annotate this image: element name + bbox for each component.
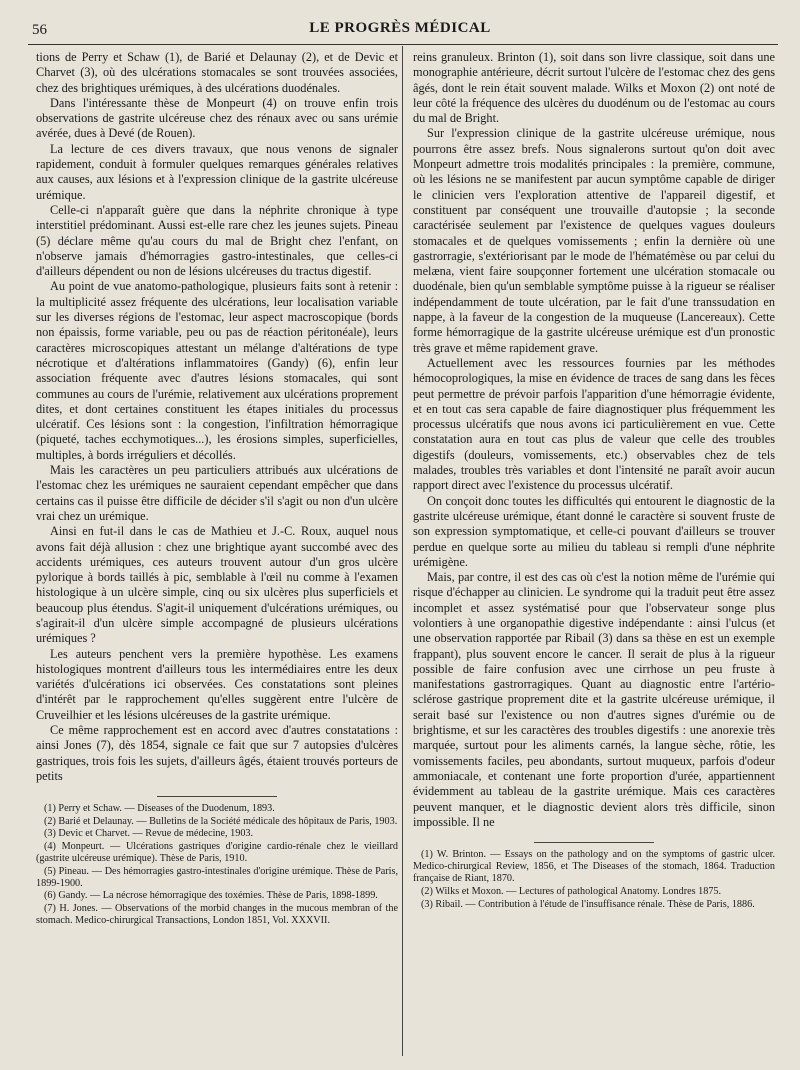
footnote-rule bbox=[157, 796, 277, 797]
footnote-rule bbox=[534, 842, 654, 843]
paragraph: Ainsi en fut-il dans le cas de Mathieu et J.-C. Roux, auquel nous avons fait déjà allusion : chez une brightique ayant succombé avec des accidents urémiques, ces auteurs trouvent autour d'un gros ulcère pylorique à bords taillés à pic, semblable à l'œil nu comme à l'examen histologique à un ulcère simple, cinq ou six ulcères plus superficiels et beaucoup plus étendus. S'agit-il uniquement d'ulcérations urémiques, ou s'agirait-il d'un ulcère simple accompagné de plusieurs ulcérations urémiques ? bbox=[36, 524, 398, 646]
footnotes-left bbox=[36, 803, 398, 927]
footnote: (1) W. Brinton. — Essays on the pathology and on the symptoms of gastric ulcer. Medico-chirurgical Review, 1856, et The Diseases of the stomach, 1864. Traduction française de Riant, 1870. bbox=[413, 849, 775, 885]
paragraph: Celle-ci n'apparaît guère que dans la néphrite chronique à type interstitiel prédominant. Aussi est-elle rare chez les jeunes sujets. Pineau (5) déclare même qu'au cours du mal de Bright chez l'enfant, on n'observe jamais d'hémorragies gastro-intestinales, que celles-ci d'ailleurs dépendent ou non de lésions ulcéreuses du tractus digestif. bbox=[36, 202, 398, 279]
paragraph: Au point de vue anatomo-pathologique, plusieurs faits sont à retenir : la multiplicité assez fréquente des ulcérations, leur localisation variable sur les diverses régions de l'estomac, leur aspect macroscopique (bords non épaissis, forme variable, peu ou pas de réaction péritonéale), leurs caractères microscopiques attestant un mélange d'altérations de type nécrotique et d'altérations inflammatoires (Gandy) (6), enfin leur association fréquente avec d'autres lésions stomacales, qui sont communes au cours de l'urémie, relativement aux ulcérations proprement dites, et dont certaines constituent les étapes initiales du processus ulcératif. Ces lésions sont : la congestion, l'infiltration hémorragique (piqueté, taches ecchymotiques...), les érosions simples, superficielles, multiples, à bords irréguliers et décollés. bbox=[36, 279, 398, 462]
paragraph: Ce même rapprochement est en accord avec d'autres constatations : ainsi Jones (7), dès 1854, signale ce fait que sur 7 autopsies d'ulcères gastriques, trois fois les sujets, d'ailleurs âgés, étaient trouvés porteurs de petits bbox=[36, 723, 398, 783]
footnote: (1) Perry et Schaw. — Diseases of the Duodenum, 1893. bbox=[44, 803, 275, 815]
footnote: (5) Pineau. — Des hémorragies gastro-intestinales d'origine urémique. Thèse de Paris, 1899-1900. bbox=[36, 865, 398, 889]
paragraph: On conçoit donc toutes les difficultés qui entourent le diagnostic de la gastrite ulcéreuse urémique, étant donné le caractère si souvent fruste de son expression symptomatique, et celle-ci pouvant d'ailleurs se trouver perdue en quelque sorte au milieu du tableau si rempli d'une néphrite urémigène. bbox=[413, 493, 775, 569]
paragraph: Mais, par contre, il est des cas où c'est la notion même de l'urémie qui risque d'échapper au clinicien. Le syndrome qui la traduit peut être assez incomplet et assez systématisé pour que l'observateur songe plus volontiers à une organopathie digestive indépendante : ainsi l'ulcus (et une observation rapportée par Ribail (3) dans sa thèse en est un exemple frappant), plus souvent encore le cancer. Il serait de plus à la rigueur possible de faire confusion avec une cirrhose un peu fruste à manifestations gastrorragiques. Quant au diagnostic entre l'artério-sclérose gastrique proprement dite et la gastrite ulcéreuse urémique, il serait basé sur l'existence ou non d'autres signes d'urémie ou de brightisme, et sur les caractères des troubles digestifs : une anorexie très marquée, surtout pour les aliments carnés, la langue sèche, rôtie, les vomissements faciles, peu abondants, surtout muqueux, parfois d'odeur ammoniacale, et contenant une forte proportion d'urée, appartiennent évidemment au tableau de la gastrite urémique. Mais ces caractères peuvent manquer, et le diagnostic devient alors très difficile, sinon impossible. Il ne bbox=[413, 570, 775, 829]
footnote: (3) Devic et Charvet. — Revue de médecine, 1903. bbox=[44, 828, 254, 840]
paragraph: Les auteurs penchent vers la première hypothèse. Les examens histologiques montrent d'ailleurs tous les intermédiaires entre les deux variétés d'ulcérations ici observées. Ces constatations sont pleines d'intérêt par le rapprochement qu'elles suggèrent entre l'ulcère de Cruveilhier et les lésions ulcéreuses de la gastrite urémique. bbox=[36, 646, 398, 722]
footnotes-right bbox=[413, 849, 775, 910]
column-divider bbox=[402, 46, 403, 1056]
journal-title: LE PROGRÈS MÉDICAL bbox=[309, 20, 491, 36]
footnote: (3) Ribail. — Contribution à l'étude de l'insuffisance rénale. Thèse de Paris, 1886. bbox=[421, 898, 755, 910]
paragraph: La lecture de ces divers travaux, que nous venons de signaler rapidement, conduit à formuler quelques remarques générales relatives aux causes, aux lésions et à l'expression clinique de la gastrite ulcéreuse urémique. bbox=[36, 141, 398, 202]
paragraph: Mais les caractères un peu particuliers attribués aux ulcérations de l'estomac chez les urémiques ne sauraient cependant empêcher que dans certains cas il puisse être difficile de décider s'il s'agit ou non d'un ulcère vrai chez un urémique. bbox=[36, 463, 398, 523]
left-column bbox=[36, 50, 398, 928]
paragraph: reins granuleux. Brinton (1), soit dans son livre classique, soit dans une monographie antérieure, décrit surtout l'ulcère de l'estomac chez des gens âgés, dont le rein était souvent malade. Wilks et Moxon (2) ont noté de leur côté la fréquence des ulcères du duodénum ou de l'estomac au cours du mal de Bright. bbox=[413, 50, 775, 126]
page-header bbox=[28, 18, 772, 40]
footnote: (7) H. Jones. — Observations of the morbid changes in the mucous membran of the stomach. Medico-chirurgical Transactions, London 1851, Vol. XXXVII. bbox=[36, 903, 398, 927]
footnote: (6) Gandy. — La nécrose hémorragique des toxémies. Thèse de Paris, 1898-1899. bbox=[44, 890, 378, 902]
footnote: (2) Wilks et Moxon. — Lectures of pathological Anatomy. Londres 1875. bbox=[421, 885, 722, 897]
page-number: 56 bbox=[32, 22, 47, 38]
paragraph: tions de Perry et Schaw (1), de Barié et Delaunay (2), et de Devic et Charvet (3), où des ulcérations stomacales se sont trouvées associées, chez des brightiques urémiques, à des ulcérations duodénales. bbox=[36, 50, 398, 95]
header-rule bbox=[28, 44, 778, 45]
paragraph: Actuellement avec les ressources fournies par les méthodes hémocoprologiques, la mise en évidence de traces de sang dans les fèces peut permettre de prévoir parfois l'apparition d'une hémorragie évidente, et en tout cas sera capable de faire diagnostiquer plus fréquemment les processus ulcératifs que nous avons ici particulièrement en vue. Cette constatation aura en tout cas plus de valeur que celle des troubles digestifs (douleurs, vomissements, etc.) observables chez de tels malades, troubles très variables et dont l'intensité ne paraît avoir aucun rapport direct avec l'existence du processus ulcératif. bbox=[413, 355, 775, 493]
footnote: (4) Monpeurt. — Ulcérations gastriques d'origine cardio-rénale chez le vieillard (gastrite ulcéreuse urémique). Thèse de Paris, 1910. bbox=[36, 841, 398, 865]
paragraph: Sur l'expression clinique de la gastrite ulcéreuse urémique, nous pourrons être assez brefs. Nous signalerons surtout qu'on doit avec Monpeurt admettre trois modalités principales : la première, commune, où les lésions ne se manifestent par aucun symptôme capable de diriger le clinicien vers l'exploration attentive de l'appareil digestif, et constituent par conséquent une trouvaille d'autopsie ; la seconde caractérisée seulement par l'existence de quelques vagues douleurs stomacales et de quelques vomissements ; enfin la dernière où une gastrorragie, s'extériorisant par le mode de l'hématémèse ou par celui du melæna, vient faire soupçonner fortement une ulcération stomacale ou duodénale, bien qu'un semblable symptôme puisse à la rigueur se réaliser indépendamment de toute ulcération, par le fait d'une transsudation en nappe, à la faveur de la congestion de la muqueuse (Lancereaux). Cette forme hémorragique de la gastrite ulcéreuse urémique est d'un pronostic très grave et même rapidement grave. bbox=[413, 126, 775, 355]
paragraph: Dans l'intéressante thèse de Monpeurt (4) on trouve enfin trois observations de gastrite ulcéreuse chez des rénaux avec ou sans urémie avérée, dues à Devé (de Rouen). bbox=[36, 95, 398, 141]
footnote: (2) Barié et Delaunay. — Bulletins de la Société médicale des hôpitaux de Paris, 1903. bbox=[44, 815, 398, 827]
right-column bbox=[413, 50, 775, 911]
